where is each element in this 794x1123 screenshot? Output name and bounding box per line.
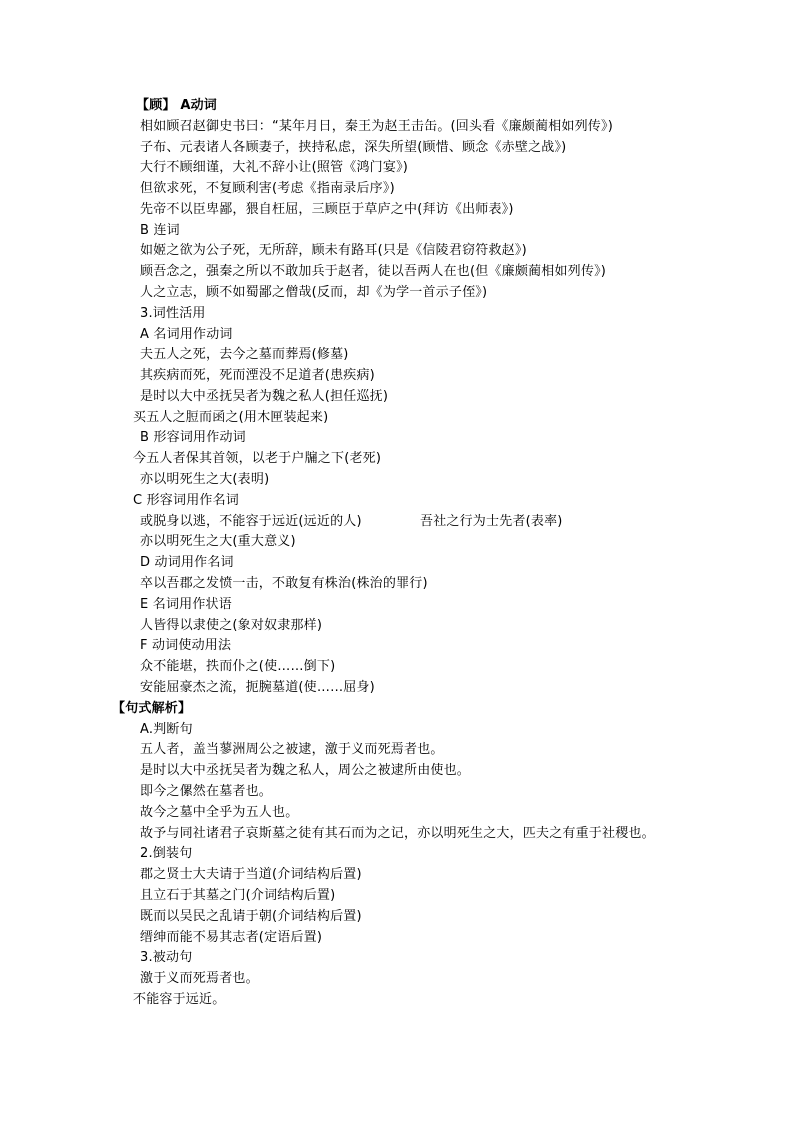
- subheading: D 动词用作名词: [140, 555, 234, 570]
- subheading: 2.倒装句: [140, 846, 193, 861]
- text-line: 吾社之行为士先者(表率): [420, 514, 563, 529]
- text-line: 其疾病而死，死而湮没不足道者(患疾病): [140, 368, 375, 383]
- text-line: 如姬之欲为公子死，无所辞，顾未有路耳(只是《信陵君窃符救赵》): [140, 243, 527, 258]
- text-line: 缙绅而能不易其志者(定语后置): [140, 930, 323, 945]
- text-line: 相如顾召赵御史书曰：“某年月日，秦王为赵王击缶。(回头看《廉颇蔺相如列传》): [140, 119, 613, 134]
- text-line: 既而以吴民之乱请于朝(介词结构后置): [140, 909, 362, 924]
- heading-gu-verb: 【顾】 A动词: [136, 98, 217, 113]
- text-line: 但欲求死，不复顾利害(考虑《指南录后序》): [140, 181, 395, 196]
- subheading: A.判断句: [140, 722, 193, 737]
- section-heading-word-class: 3.词性活用: [140, 306, 206, 321]
- text-line: 顾吾念之，强秦之所以不敢加兵于赵者，徒以吾两人在也(但《廉颇蔺相如列传》): [140, 264, 607, 279]
- text-line: 不能容于远近。: [133, 992, 226, 1007]
- text-line: 大行不顾细谨，大礼不辞小让(照管《鸿门宴》): [140, 160, 409, 175]
- text-line: 且立石于其墓之门(介词结构后置): [140, 888, 336, 903]
- section-heading-sentence-patterns: 【句式解析】: [112, 701, 192, 716]
- text-line: 或脱身以逃，不能容于远近(远近的人): [140, 514, 362, 529]
- subheading: C 形容词用作名词: [133, 493, 240, 508]
- subheading: A 名词用作动词: [140, 327, 233, 342]
- text-line: 人皆得以隶使之(象对奴隶那样): [140, 618, 323, 633]
- text-line: 是时以大中丞抚吴者为魏之私人，周公之被逮所由使也。: [140, 763, 471, 778]
- subheading: E 名词用作状语: [140, 597, 232, 612]
- text-line: 亦以明死生之大(表明): [140, 472, 270, 487]
- text-line: 激于义而死焉者也。: [140, 971, 259, 986]
- text-line: 是时以大中丞抚吴者为魏之私人(担任巡抚): [140, 389, 389, 404]
- text-line: 即今之傫然在墓者也。: [140, 784, 273, 799]
- text-line: 故予与同社诸君子哀斯墓之徒有其石而为之记，亦以明死生之大，匹夫之有重于社稷也。: [140, 826, 655, 841]
- text-line: 众不能堪，抶而仆之(使……倒下): [140, 659, 336, 674]
- text-line: 人之立志，顾不如蜀鄙之僧哉(反而，却《为学一首示子侄》): [140, 285, 488, 300]
- text-line: 子布、元表诸人各顾妻子，挟持私虑，深失所望(顾惜、顾念《赤壁之战》): [140, 140, 567, 155]
- subheading-conjunction: B 连词: [140, 223, 180, 238]
- text-line: 五人者，盖当蓼洲周公之被逮，激于义而死焉者也。: [140, 742, 444, 757]
- subheading: F 动词使动用法: [140, 638, 232, 653]
- text-line: 故今之墓中全乎为五人也。: [140, 805, 299, 820]
- subheading: 3.被动句: [140, 950, 193, 965]
- text-line: 今五人者保其首领，以老于户牖之下(老死): [133, 451, 382, 466]
- text-line: 先帝不以臣卑鄙，猥自枉屈，三顾臣于草庐之中(拜访《出师表》): [140, 202, 514, 217]
- text-line: 安能屈豪杰之流，扼腕墓道(使……屈身): [140, 680, 375, 695]
- text-line: 买五人之脰而函之(用木匣装起来): [133, 410, 329, 425]
- text-line: 夫五人之死，去今之墓而葬焉(修墓): [140, 347, 349, 362]
- text-line: 郡之贤士大夫请于当道(介词结构后置): [140, 867, 362, 882]
- text-line: 卒以吾郡之发愤一击，不敢复有株治(株治的罪行): [140, 576, 428, 591]
- subheading: B 形容词用作动词: [140, 430, 246, 445]
- text-line: 亦以明死生之大(重大意义): [140, 534, 296, 549]
